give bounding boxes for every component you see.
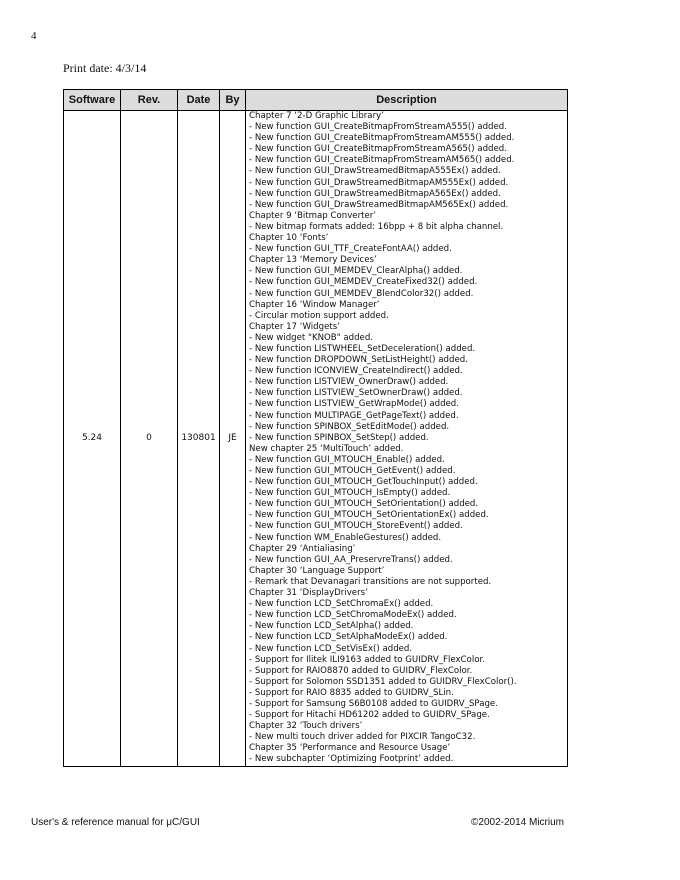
table-header-row <box>64 90 568 111</box>
description-line: - New function GUI_MEMDEV_ClearAlpha() added. <box>249 266 463 277</box>
description-line: - New function GUI_AA_PreservreTrans() added. <box>249 554 453 565</box>
description-line: Chapter 30 ‘Language Support’ <box>249 565 385 576</box>
description-line: - New function LCD_SetAlpha() added. <box>249 621 414 632</box>
footer-copyright: ©2002-2014 Micrium <box>471 817 564 828</box>
description-line: - New function DROPDOWN_SetListHeight() added. <box>249 355 468 366</box>
description-line: Chapter 16 ‘Window Manager’ <box>249 299 380 310</box>
description-line: - New function WM_EnableGestures() added. <box>249 532 442 543</box>
description-line: Chapter 29 ‘Antialiasing’ <box>249 543 356 554</box>
description-line: - Remark that Devanagari transitions are not supported. <box>249 576 492 587</box>
description-line: - New function GUI_CreateBitmapFromStreamA565() added. <box>249 144 507 155</box>
column-header-rev: Rev. <box>121 90 178 111</box>
description-line: - New function LISTWHEEL_SetDeceleration() added. <box>249 343 476 354</box>
description-line: - Support for Hitachi HD61202 added to GUIDRV_SPage. <box>249 710 490 721</box>
column-header-description: Description <box>246 90 568 111</box>
column-header-date: Date <box>178 90 220 111</box>
description-line: - New function GUI_CreateBitmapFromStreamAM565() added. <box>249 155 515 166</box>
cell-description <box>246 111 568 767</box>
revision-history-table <box>63 89 568 767</box>
description-line: - New function MULTIPAGE_GetPageText() added. <box>249 410 459 421</box>
description-line: - New function LISTVIEW_GetWrapMode() added. <box>249 399 459 410</box>
description-line: - New function GUI_MTOUCH_IsEmpty() added. <box>249 488 451 499</box>
description-line: - New function SPINBOX_SetEditMode() added. <box>249 421 450 432</box>
page-number: 4 <box>31 30 37 42</box>
description-line: - New function GUI_MTOUCH_SetOrientation() added. <box>249 499 479 510</box>
description-line: Chapter 31 ‘DisplayDrivers’ <box>249 588 368 599</box>
description-line: - New function GUI_MTOUCH_StoreEvent() added. <box>249 521 463 532</box>
description-line: - New multi touch driver added for PIXCIR TangoC32. <box>249 732 476 743</box>
description-line: Chapter 35 ‘Performance and Resource Usage’ <box>249 743 451 754</box>
description-line: - New function GUI_DrawStreamedBitmapA565Ex() added. <box>249 188 501 199</box>
description-line: Chapter 17 ‘Widgets’ <box>249 321 340 332</box>
cell-revision: 0 <box>121 111 178 767</box>
description-line: - Support for Ilitek ILI9163 added to GUIDRV_FlexColor. <box>249 654 485 665</box>
description-line: - New function GUI_MTOUCH_GetEvent() added. <box>249 466 456 476</box>
description-line: - Support for RAIO8870 added to GUIDRV_FlexColor. <box>249 665 473 676</box>
description-line: - New function GUI_MTOUCH_Enable() added. <box>249 454 445 465</box>
footer-manual-title: User's & reference manual for μC/GUI <box>31 817 200 828</box>
description-line: - New function SPINBOX_SetStep() added. <box>249 432 429 443</box>
description-line: - New function LCD_SetAlphaModeEx() added. <box>249 632 448 643</box>
column-header-software: Software <box>64 90 121 111</box>
description-line: - New function GUI_CreateBitmapFromStreamA555() added. <box>249 122 507 133</box>
description-line: - New function LISTVIEW_OwnerDraw() added. <box>249 377 449 388</box>
description-line: Chapter 13 ‘Memory Devices’ <box>249 255 377 266</box>
description-line: - New widget "KNOB" added. <box>249 332 374 343</box>
description-line: - New function LCD_SetChromaModeEx() added. <box>249 610 457 621</box>
description-line: - New function GUI_TTF_CreateFontAA() added. <box>249 244 452 255</box>
print-date: Print date: 4/3/14 <box>63 61 147 75</box>
description-line: - New function LCD_SetChromaEx() added. <box>249 599 434 610</box>
cell-author: JE <box>220 111 246 767</box>
description-line: - New function LCD_SetVisEx() added. <box>249 643 413 654</box>
description-line: - New function ICONVIEW_CreateIndirect() added. <box>249 366 463 377</box>
table-row <box>64 111 568 767</box>
description-line: Chapter 32 ‘Touch drivers’ <box>249 721 363 732</box>
column-header-by: By <box>220 90 246 111</box>
description-line: - New subchapter ‘Optimizing Footprint’ added. <box>249 754 454 765</box>
description-line: - Circular motion support added. <box>249 310 389 321</box>
description-line: - New function GUI_CreateBitmapFromStreamAM555() added. <box>249 133 515 144</box>
description-line: - New function GUI_DrawStreamedBitmapA555Ex() added. <box>249 166 501 177</box>
description-line: Chapter 9 ‘Bitmap Converter’ <box>249 210 377 221</box>
description-line: Chapter 10 ‘Fonts’ <box>249 233 329 244</box>
cell-date: 130801 <box>178 111 220 767</box>
description-line: - New function GUI_MTOUCH_GetTouchInput() added. <box>249 477 478 488</box>
description-line: - New function GUI_MEMDEV_CreateFixed32() added. <box>249 277 478 288</box>
description-line: - Support for Samsung S6B0108 added to GUIDRV_SPage. <box>249 698 498 709</box>
description-line: - New function GUI_DrawStreamedBitmapAM565Ex() added. <box>249 199 509 210</box>
cell-software-version: 5.24 <box>64 111 121 767</box>
description-line: - New bitmap formats added: 16bpp + 8 bit alpha channel. <box>249 221 504 232</box>
description-line: - Support for RAIO 8835 added to GUIDRV_SLin. <box>249 687 454 698</box>
description-line: New chapter 25 ‘MultiTouch’ added. <box>249 443 404 454</box>
description-line: - Support for Solomon SSD1351 added to GUIDRV_FlexColor(). <box>249 676 517 687</box>
description-line: - New function GUI_DrawStreamedBitmapAM555Ex() added. <box>249 177 509 188</box>
description-line: - New function GUI_MEMDEV_BlendColor32() added. <box>249 288 474 299</box>
description-line: - New function GUI_MTOUCH_SetOrientationEx() added. <box>249 510 489 521</box>
description-line: Chapter 7 ‘2-D Graphic Library’ <box>249 111 384 121</box>
description-line: - New function LISTVIEW_SetOwnerDraw() added. <box>249 388 463 399</box>
